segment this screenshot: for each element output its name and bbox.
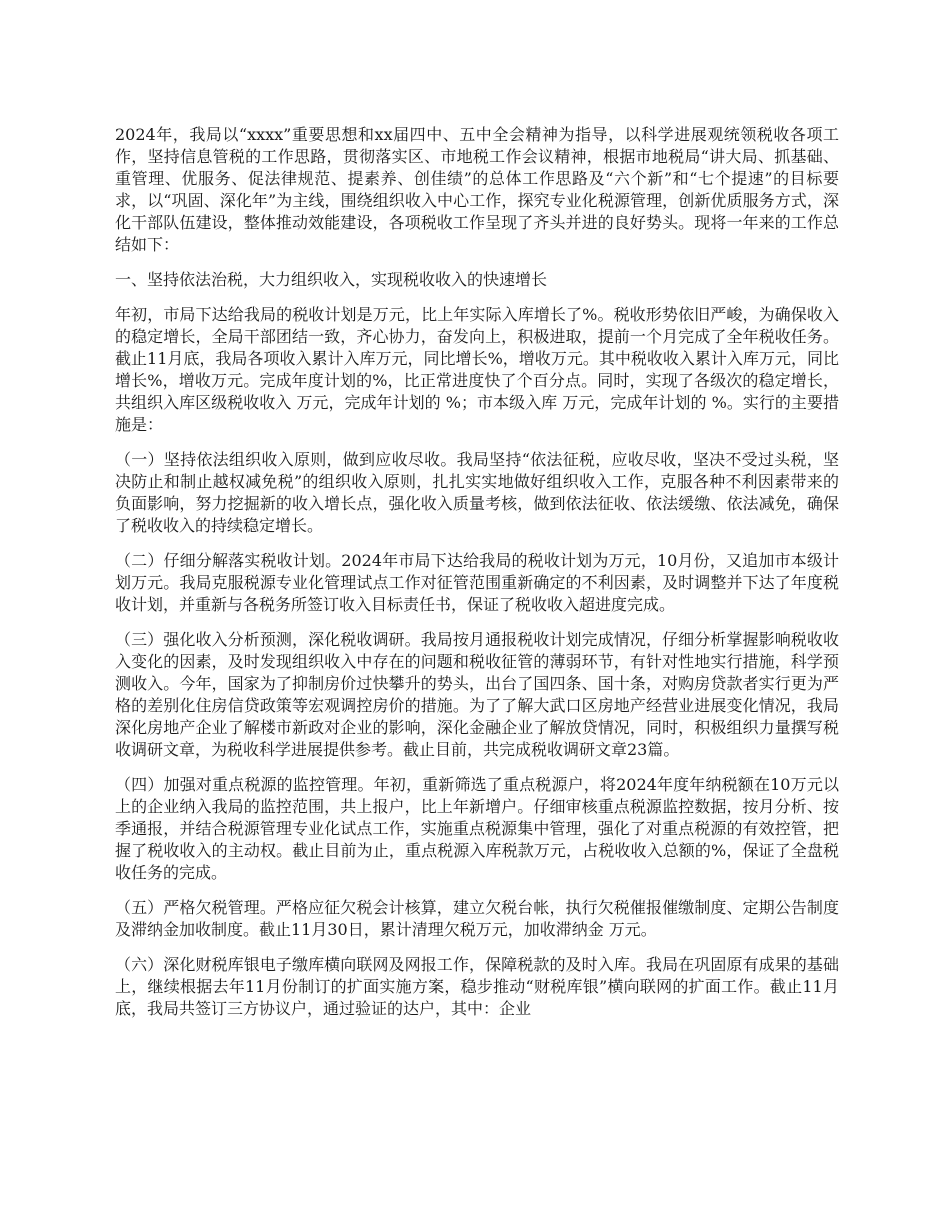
measure-paragraph-3: （三）强化收入分析预测，深化税收调研。我局按月通报税收计划完成情况，仔细分析掌握影响税收收入变化的因素，及时发现组织收入中存在的问题和税收征管的薄弱环节，有针对性地实行措施，科学预测收入。今年，国家为了抑制房价过快攀升的势头，出台了国四条、国十条，对购房贷款者实行更为严格的差别化住房信贷政策等宏观调控房价的措施。为了了解大武口区房地产经营业进展变化情况，我局深化房地产企业了解楼市新政对企业的影响，深化金融企业了解放贷情况，同时，积极组织力量撰写税收调研文章，为税收科学进展提供参考。截止目前，共完成税收调研文章23篇。 — [115, 630, 839, 759]
measure-paragraph-1: （一）坚持依法组织收入原则，做到应收尽收。我局坚持“依法征税，应收尽收，坚决不受过头税，坚决防止和制止越权减免税”的组织收入原则，扎扎实实地做好组织收入工作，克服各种不利因素带来的负面影响，努力挖掘新的收入增长点，强化收入质量考核，做到依法征收、依法缓缴、依法减免，确保了税收收入的持续稳定增长。 — [115, 450, 839, 535]
section-heading-1: 一、坚持依法治税，大力组织收入，实现税收收入的快速增长 — [115, 270, 548, 289]
measure-paragraph-4: （四）加强对重点税源的监控管理。年初，重新筛选了重点税源户，将2024年度年纳税额在10万元以上的企业纳入我局的监控范围，共上报户，比上年新增户。仔细审核重点税源监控数据，按月分析、按季通报，并结合税源管理专业化试点工作，实施重点税源集中管理，强化了对重点税源的有效控管，把握了税收收入的主动权。截止目前为止，重点税源入库税款万元，占税收收入总额的%，保证了全盘税收任务的完成。 — [115, 775, 839, 882]
revenue-summary-paragraph: 年初，市局下达给我局的税收计划是万元，比上年实际入库增长了%。税收形势依旧严峻，为确保收入的稳定增长，全局干部团结一致，齐心协力，奋发向上，积极进取，提前一个月完成了全年税收任务。截止11月底，我局各项收入累计入库万元，同比增长%，增收万元。其中税收收入累计入库万元，同比增长%，增收万元。完成年度计划的%，比正常进度快了个百分点。同时，实现了各级次的稳定增长，共组织入库区级税收收入 万元，完成年计划的 %；市本级入库 万元，完成年计划的 %。实行的主要措施是： — [115, 305, 839, 434]
intro-paragraph: 2024年，我局以“xxxx”重要思想和xx届四中、五中全会精神为指导，以科学进展观统领税收各项工作，坚持信息管税的工作思路，贯彻落实区、市地税工作会议精神，根据市地税局“讲大局、抓基础、重管理、优服务、促法律规范、提素养、创佳绩”的总体工作思路及“六个新”和“七个提速”的目标要求，以“巩固、深化年”为主线，围绕组织收入中心工作，探究专业化税源管理，创新优质服务方式，深化干部队伍建设，整体推动效能建设，各项税收工作呈现了齐头并进的良好势头。现将一年来的工作总结如下： — [115, 125, 839, 254]
document-page — [115, 124, 839, 1033]
measure-paragraph-6: （六）深化财税库银电子缴库横向联网及网报工作，保障税款的及时入库。我局在巩固原有成果的基础上，继续根据去年11月份制订的扩面实施方案，稳步推动“财税库银”横向联网的扩面工作。截止11月底，我局共签订三方协议户，通过验证的达户，其中：企业 — [115, 955, 839, 1018]
measure-paragraph-2: （二）仔细分解落实税收计划。2024年市局下达给我局的税收计划为万元，10月份，又追加市本级计划万元。我局克服税源专业化管理试点工作对征管范围重新确定的不利因素，及时调整并下达了年度税收计划，并重新与各税务所签订收入目标责任书，保证了税收收入超进度完成。 — [115, 551, 839, 614]
measure-paragraph-5: （五）严格欠税管理。严格应征欠税会计核算，建立欠税台帐，执行欠税催报催缴制度、定期公告制度及滞纳金加收制度。截止11月30日，累计清理欠税万元，加收滞纳金 万元。 — [115, 898, 839, 939]
